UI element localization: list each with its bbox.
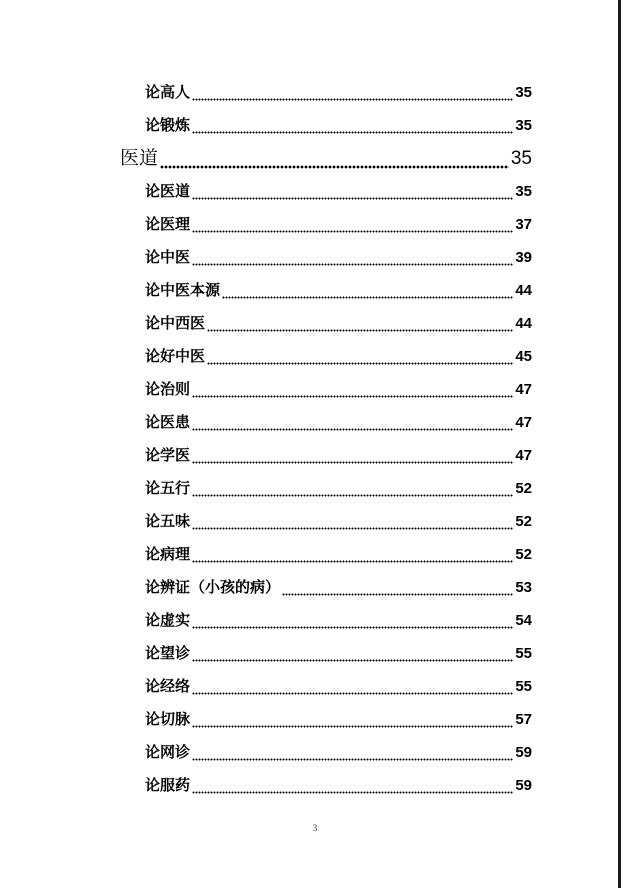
toc-entry-page: 35 <box>515 183 532 200</box>
toc-dot-leader <box>192 226 513 234</box>
toc-entry-page: 52 <box>515 513 532 530</box>
toc-entry[interactable] <box>145 379 532 399</box>
toc-entry[interactable] <box>145 511 532 531</box>
toc-entry-title: 论中医 <box>145 248 191 266</box>
toc-entry[interactable] <box>145 676 532 696</box>
toc-entry-title: 论经络 <box>145 677 191 695</box>
toc-entry-page: 55 <box>515 678 532 695</box>
toc-entry-page: 59 <box>515 744 532 761</box>
toc-entry-title: 论高人 <box>145 83 191 101</box>
toc-dot-leader <box>192 523 513 531</box>
toc-entry-title: 论虚实 <box>145 611 191 629</box>
toc-entry-page: 39 <box>515 249 532 266</box>
toc-entry-title: 论病理 <box>145 545 191 563</box>
toc-entry[interactable] <box>145 181 532 201</box>
toc-entry[interactable] <box>145 775 532 795</box>
toc-chapter-title: 医道 <box>120 147 159 169</box>
toc-entry-title: 论医患 <box>145 413 191 431</box>
toc-entry[interactable] <box>145 742 532 762</box>
toc-entry[interactable] <box>145 214 532 234</box>
toc-entry-title: 论中西医 <box>145 314 206 332</box>
toc-dot-leader <box>192 193 513 201</box>
toc-dot-leader <box>222 292 513 300</box>
toc-entry-page: 47 <box>515 414 532 431</box>
toc-entry-page: 47 <box>515 381 532 398</box>
toc-entry-title: 论五味 <box>145 512 191 530</box>
toc-entry-title: 论学医 <box>145 446 191 464</box>
toc-entry[interactable] <box>145 313 532 333</box>
toc-entry[interactable] <box>145 280 532 300</box>
toc-dot-leader <box>282 589 513 597</box>
toc-dot-leader <box>192 94 513 102</box>
toc-entry-title: 论医道 <box>145 182 191 200</box>
toc-entry-title: 论辨证（小孩的病） <box>145 578 281 596</box>
toc-dot-leader <box>192 655 513 663</box>
toc-entry-page: 53 <box>515 579 532 596</box>
toc-entry[interactable] <box>145 610 532 630</box>
toc-entry-page: 57 <box>515 711 532 728</box>
toc-dot-leader <box>192 754 513 762</box>
toc-dot-leader <box>160 160 509 170</box>
toc-dot-leader <box>192 688 513 696</box>
toc-dot-leader <box>207 325 513 333</box>
toc-entry[interactable] <box>145 82 532 102</box>
toc-entry[interactable] <box>145 544 532 564</box>
toc-entry[interactable] <box>145 247 532 267</box>
toc-dot-leader <box>192 259 513 267</box>
toc-dot-leader <box>192 424 513 432</box>
toc-entry[interactable] <box>145 478 532 498</box>
toc-entry-page: 59 <box>515 777 532 794</box>
toc-dot-leader <box>192 787 513 795</box>
toc-chapter-page: 35 <box>510 148 532 169</box>
toc-entry-title: 论医理 <box>145 215 191 233</box>
toc-entry-page: 44 <box>515 282 532 299</box>
toc-entry-title: 论服药 <box>145 776 191 794</box>
toc-dot-leader <box>192 457 513 465</box>
toc-entry-page: 44 <box>515 315 532 332</box>
toc-entry-page: 54 <box>515 612 532 629</box>
toc-entry[interactable] <box>145 115 532 135</box>
toc-entry-page: 45 <box>515 348 532 365</box>
toc-entry-page: 47 <box>515 447 532 464</box>
toc-entry-page: 35 <box>515 84 532 101</box>
toc-entry-title: 论望诊 <box>145 644 191 662</box>
toc-entry-page: 55 <box>515 645 532 662</box>
page-number-footer: 3 <box>312 823 318 833</box>
toc-entry-page: 52 <box>515 480 532 497</box>
toc-entry-page: 37 <box>515 216 532 233</box>
toc-entry[interactable] <box>145 346 532 366</box>
toc-entry[interactable] <box>145 709 532 729</box>
toc-entry-title: 论切脉 <box>145 710 191 728</box>
toc-dot-leader <box>192 721 513 729</box>
toc-dot-leader <box>192 622 513 630</box>
toc-dot-leader <box>192 127 513 135</box>
toc-entry-title: 论好中医 <box>145 347 206 365</box>
toc-entry-title: 论中医本源 <box>145 281 221 299</box>
toc-dot-leader <box>192 490 513 498</box>
toc-entry[interactable] <box>145 643 532 663</box>
toc-dot-leader <box>192 556 513 564</box>
toc-entry[interactable] <box>145 445 532 465</box>
toc-dot-leader <box>192 391 513 399</box>
toc-entry-title: 论网诊 <box>145 743 191 761</box>
toc-entry[interactable] <box>145 577 532 597</box>
toc-chapter-entry[interactable] <box>120 146 532 170</box>
toc-entry-title: 论五行 <box>145 479 191 497</box>
toc-entry-title: 论治则 <box>145 380 191 398</box>
toc-entry-title: 论锻炼 <box>145 116 191 134</box>
toc-entry-page: 35 <box>515 117 532 134</box>
toc-entry[interactable] <box>145 412 532 432</box>
toc-dot-leader <box>207 358 513 366</box>
toc-entry-page: 52 <box>515 546 532 563</box>
